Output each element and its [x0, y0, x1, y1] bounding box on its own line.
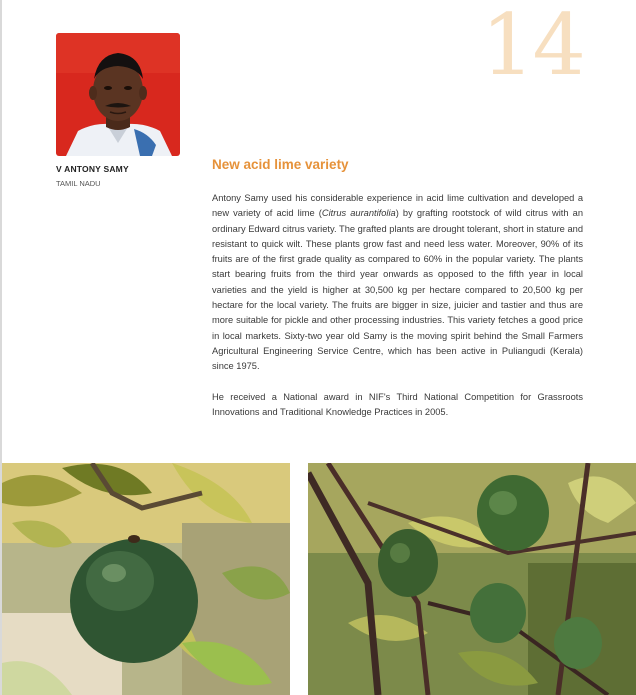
paragraph-text: Antony Samy used his considerable experience in acid lime cultivation and developed a new variety of acid lime ( — [212, 193, 583, 219]
lime-tree-branch-photo — [308, 463, 636, 695]
innovator-state: TAMIL NADU — [56, 179, 101, 188]
innovator-name: V ANTONY SAMY — [56, 164, 129, 174]
page-number: 14 — [481, 0, 584, 94]
innovator-portrait — [56, 33, 180, 156]
lime-fruit-closeup-photo — [2, 463, 290, 695]
paragraph-text: ) by grafting rootstock of wild citrus with an ordinary Edward citrus variety. The grafted plants are drought tolerant, short in stature and resistant to quick wilt. These plants grow fast and need less water. Moreover, 90% of its fruits are of the first grade quality as compared to 60% in the popular variety. The plants start bearing fruits from the third year onwards as opposed to the fifth year in local varieties and the yield is higher at 30,500 kg per hectare compared to 20,500 kg per hectare for the local variety. The fruits are bigger in size, juicier and tastier and thus are more suitable for pickle and other processing industries. This variety fetches a good price in local markets. Sixty-two year old Samy is the moving spirit behind the Small Farmers Agricultural Engineering Service Centre, which has been active in Puliangudi (Kerala) since 1975. — [212, 208, 583, 372]
scientific-name: Citrus aurantifolia — [321, 208, 396, 219]
article-title: New acid lime variety — [212, 157, 349, 172]
article-body — [212, 191, 583, 420]
article-paragraph-1 — [212, 191, 583, 375]
article-paragraph-2: He received a National award in NIF's Third National Competition for Grassroots Innovations and Traditional Knowledge Practices in 2005. — [212, 391, 583, 417]
